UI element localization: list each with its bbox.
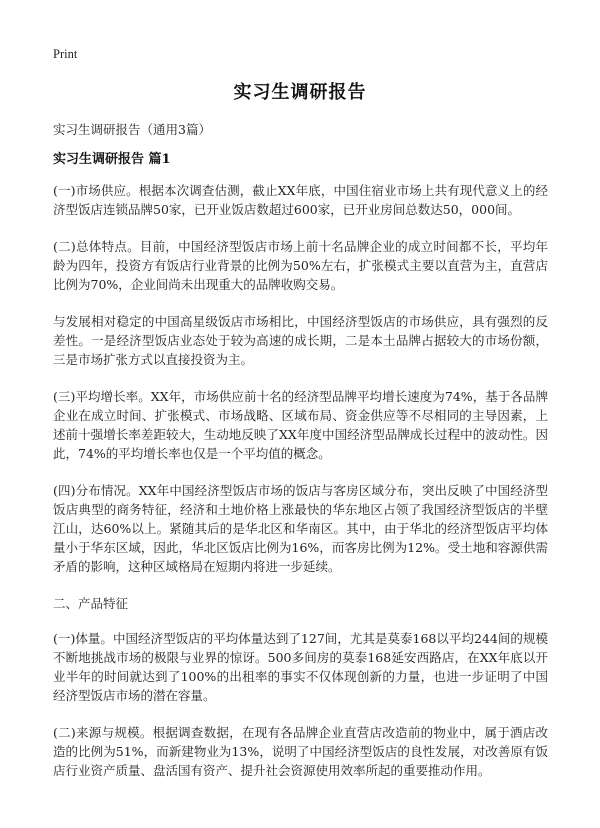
document-subtitle: 实习生调研报告（通用3篇） (53, 122, 211, 137)
paragraph-product-features-heading: 二、产品特征 (53, 596, 129, 611)
section-heading: 实习生调研报告 篇1 (53, 152, 171, 167)
paragraph-volume: (一)体量。中国经济型饭店的平均体量达到了127间，尤其是莫泰168以平均244间的规模不断地挑战市场的极限与业界的惊讶。500多间房的莫泰168延安西路店，在XX年底以开业半年的时间就达到了100%的出租率的事实不仅体现创新的力量，也进一步证明了中国经济型饭店市场的潜在容量。 (53, 631, 548, 703)
document-body (53, 181, 548, 798)
paragraph-market-supply: (一)市场供应。根据本次调查估测，截止XX年底，中国住宿业市场上共有现代意义上的经济型饭店连锁品牌50家，已开业饭店数超过600家，已开业房间总数达50，000间。 (53, 183, 548, 217)
paragraph-source-scale: (二)来源与规模。根据调查数据，在现有各品牌企业直营店改造前的物业中，属于酒店改造的比例为51%，而新建物业为13%，说明了中国经济型饭店的良性发展，对改善原有饭店行业资产质量、盘活国有资产、提升社会资源使用效率所起的重要推动作用。 (53, 725, 548, 778)
paragraph-overall-features: (二)总体特点。目前，中国经济型饭店市场上前十名品牌企业的成立时间都不长，平均年龄为四年，投资方有饭店行业背景的比例为50%左右，扩张模式主要以直营为主，直营店比例为70%，企业间尚未出现重大的品牌收购交易。 (53, 239, 548, 292)
paragraph-comparison: 与发展相对稳定的中国高星级饭店市场相比，中国经济型饭店的市场供应，具有强烈的反差性。一是经济型饭店业态处于较为高速的成长期，二是本土品牌占据较大的市场份额，三是市场扩张方式以直接投资为主。 (53, 314, 548, 367)
paragraph-growth-rate: (三)平均增长率。XX年，市场供应前十名的经济型品牌平均增长速度为74%，基于各品牌企业在成立时间、扩张模式、市场战略、区域布局、资金供应等不尽相同的主导因素，上述前十强增长率差距较大，生动地反映了XX年度中国经济型品牌成长过程中的波动性。因此，74%的平均增长率也仅是一个平均值的概念。 (53, 389, 548, 461)
document-title: 实习生调研报告 (233, 82, 367, 103)
paragraph-distribution: (四)分布情况。XX年中国经济型饭店市场的饭店与客房区域分布，突出反映了中国经济型饭店典型的商务特征，经济和土地价格上涨最快的华东地区占领了我国经济型饭店的半壁江山，达60%以上。紧随其后的是华北区和华南区。其中，由于华北的经济型饭店平均体量小于华东区域，因此，华北区饭店比例为16%，而客房比例为12%。受土地和容源供需矛盾的影响，这种区域格局在短期内将进一步延续。 (53, 483, 548, 574)
print-label: Print (53, 47, 78, 61)
